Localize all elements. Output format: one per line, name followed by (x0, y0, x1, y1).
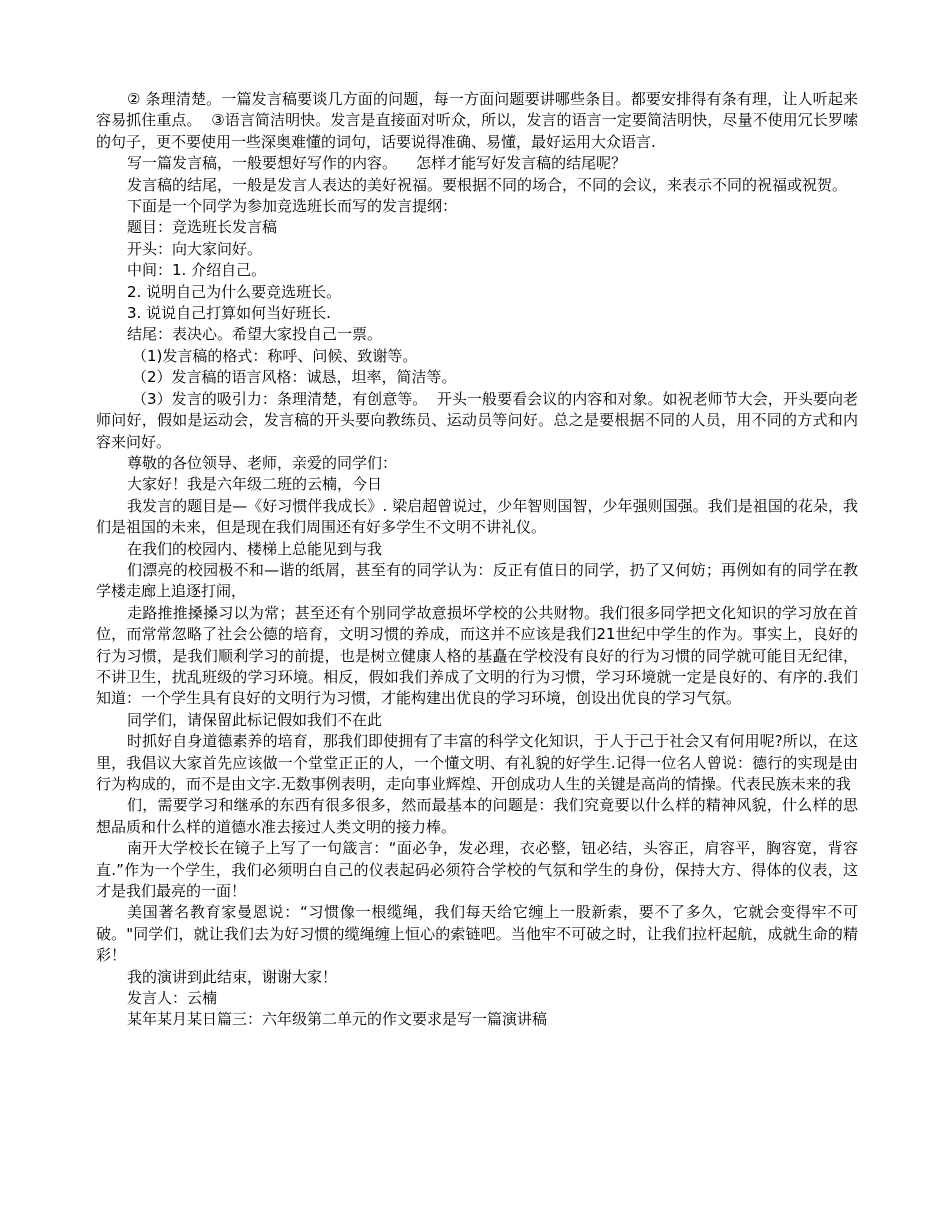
outline-item: 2. 说明自己为什么要竞选班长。 (127, 282, 342, 301)
note-item: （3）发言的吸引力：条理清楚，有创意等。 开头一般要看会议的内容和对象。如祝老师节大会，开头要向老师问好，假如是运动会，发言稿的开头要向教练员、运动员等问好。总之是要根据不同的人员，用不同的方式和内容来问好。 (96, 389, 858, 451)
outline-item: 结尾：表决心。希望大家投自己一票。 (127, 325, 383, 344)
date-line: 某年某月某日篇三：六年级第二单元的作文要求是写一篇演讲稿 (127, 1010, 548, 1029)
speech-closing: 我的演讲到此结束，谢谢大家！ (127, 967, 338, 986)
document-body (96, 89, 858, 1031)
speaker-signature: 发言人：云楠 (127, 989, 218, 1008)
paragraph: 在我们的校园内、楼梯上总能见到与我 (127, 539, 383, 558)
speech-salutation: 尊敬的各位领导、老师，亲爱的同学们： (127, 453, 398, 472)
paragraph: 走路推推搡搡习以为常；甚至还有个别同学故意损坏学校的公共财物。我们很多同学把文化知识的学习放在首位，而常常忽略了社会公德的培育，文明习惯的养成，而这并不应该是我们21世纪中学生的作为。事实上，良好的行为习惯，是我们顺利学习的前提，也是树立健康人格的基矗在学校没有良好的行为习惯的同学就可能目无纪律，不讲卫生，扰乱班级的学习环境。相反，假如我们养成了文明的行为习惯，学习环境就一定是良好的、有序的.我们知道：一个学生具有良好的文明行为习惯，才能构建出优良的学习环境，创设出优良的学习气氛。 (96, 603, 858, 708)
paragraph: 美国著名教育家曼恩说：“习惯像一根缆绳，我们每天给它缠上一股新索，要不了多久，它就会变得牢不可破。"同学们，就让我们去为好习惯的缆绳缠上恒心的索链吧。当他牢不可破之时，让我们拉杆起航，成就生命的精彩！ (96, 903, 858, 965)
outline-item: 中间：1. 介绍自己。 (127, 261, 267, 280)
paragraph: 下面是一个同学为参加竞选班长而写的发言提纲： (127, 197, 458, 216)
note-item: （2）发言稿的语言风格：诚恳，坦率，简洁等。 (132, 368, 457, 387)
paragraph: ② 条理清楚。一篇发言稿要谈几方面的问题，每一方面问题要讲哪些条目。都要安排得有条有理，让人听起来容易抓住重点。 ③语言简洁明快。发言是直接面对听众，所以，发言的语言一定要简洁明快，尽量不使用冗长罗嗦的句子，更不要使用一些深奥难懂的词句，话要说得准确、易懂，最好运用大众语言. (96, 90, 858, 151)
paragraph: 时抓好自身道德素养的培育，那我们即使拥有了丰富的科学文化知识，于人于己于社会又有何用呢?所以，在这里，我倡议大家首先应该做一个堂堂正正的人，一个懂文明、有礼貌的好学生.记得一位名人曾说：德行的实现是由行为构成的，而不是由文字.无数事例表明，走向事业辉煌、开创成功人生的关键是高尚的情操。代表民族未来的我 (96, 732, 858, 793)
paragraph: 大家好！我是六年级二班的云楠，今日 (127, 475, 383, 494)
paragraph: 发言稿的结尾，一般是发言人表达的美好祝福。要根据不同的场合，不同的会议，来表示不同的祝福或祝贺。 (127, 175, 848, 194)
paragraph: 南开大学校长在镜子上写了一句箴言：“面必争，发必理，衣必整，钮必结，头容正，肩容平，胸容宽，背容直.”作为一个学生，我们必须明白自己的仪表起码必须符合学校的气氛和学生的身份，保持大方、得体的仪表，这才是我们最亮的一面！ (96, 839, 858, 901)
paragraph: 同学们，请保留此标记假如我们不在此 (127, 710, 383, 729)
outline-item: 开头：向大家问好。 (127, 239, 263, 258)
paragraph: 们，需要学习和继承的东西有很多很多，然而最基本的问题是：我们究竟要以什么样的精神风貌，什么样的思想品质和什么样的道德水准去接过人类文明的接力棒。 (96, 796, 858, 836)
paragraph: 写一篇发言稿，一般要想好写作的内容。 怎样才能写好发言稿的结尾呢？ (127, 154, 627, 173)
outline-item: 3. 说说自己打算如何当好班长. (127, 304, 331, 323)
outline-title: 题目：竞选班长发言稿 (127, 218, 278, 237)
paragraph: 们漂亮的校园极不和—谐的纸屑，甚至有的同学认为：反正有值日的同学，扔了又何妨；再例如有的同学在教学楼走廊上追逐打闹， (96, 560, 858, 601)
note-item: （1)发言稿的格式：称呼、问候、致谢等。 (132, 346, 418, 365)
paragraph: 我发言的题目是—《好习惯伴我成长》. 梁启超曾说过，少年智则国智，少年强则国强。我们是祖国的花朵，我们是祖国的未来，但是现在我们周围还有好多学生不文明不讲礼仪。 (96, 496, 858, 537)
